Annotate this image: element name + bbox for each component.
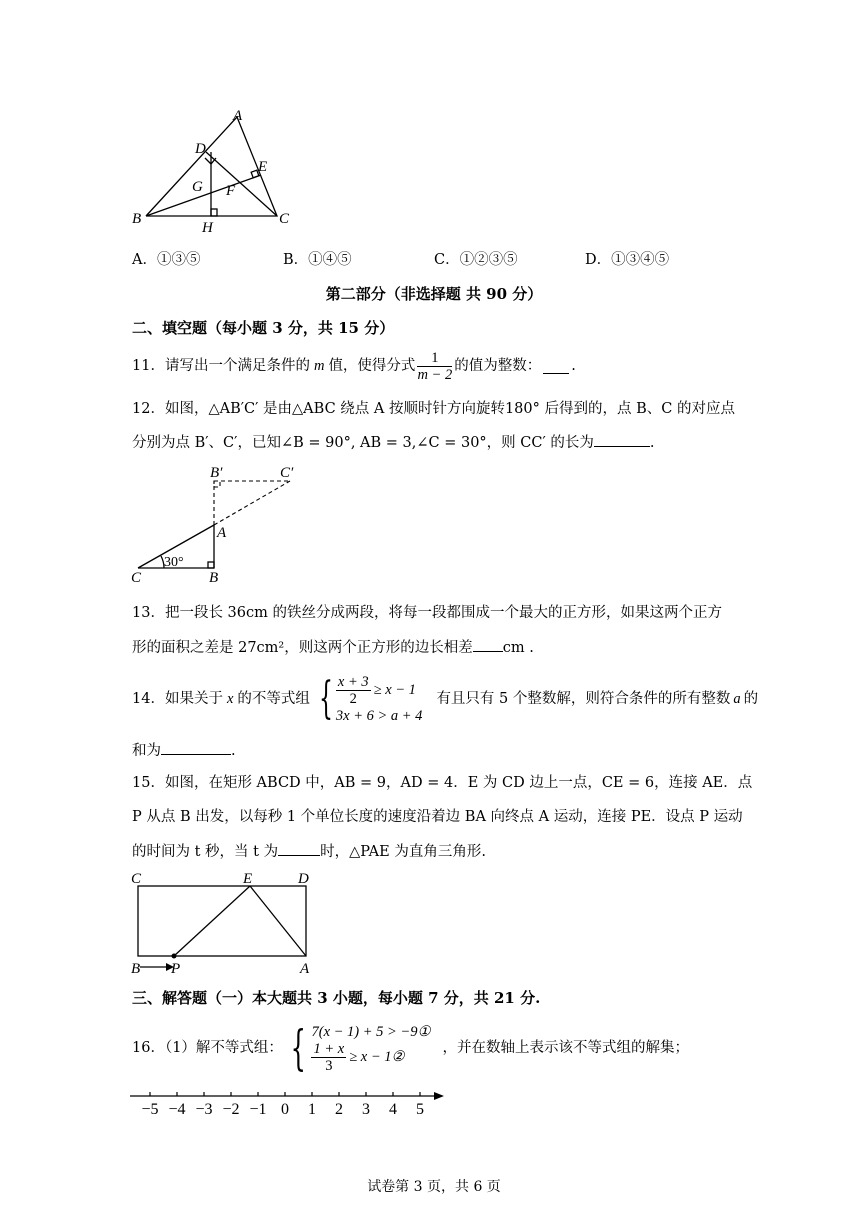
q10-option-d: D．①③④⑤ (585, 252, 670, 268)
label-e: E (258, 159, 268, 175)
number-line-label: −4 (168, 1101, 186, 1118)
figure-q15 (128, 866, 318, 980)
q12-answer-blank[interactable] (594, 432, 650, 447)
section3-title: 三、解答题（一）本大题共 3 小题，每小题 7 分，共 21 分. (132, 989, 541, 1007)
figure-q10 (125, 105, 295, 235)
label-e: E (243, 871, 253, 887)
label-f: F (226, 183, 236, 199)
label-c-prime: C′ (280, 465, 294, 481)
number-line-label: 1 (308, 1101, 316, 1118)
q10-option-a: A．①③⑤ (132, 252, 201, 268)
q16-system: 7(x − 1) + 5 > −9① $\frac{1 + x}{3}$ ≥ x − 1② (311, 1023, 431, 1074)
page-footer: 试卷第 3 页，共 6 页 (367, 1179, 501, 1195)
q10-option-c: C．①②③⑤ (434, 252, 518, 268)
question-11: 11．请写出一个满足条件的 m 值，使得分式 $\frac{1}{m - 2}$ 的值为整数： . (132, 349, 576, 383)
label-d: D (195, 141, 206, 157)
question-14: 14．如果关于 x 的不等式组 { $\frac{x + 3}{2}$ ≥ x − 1 3x + 6 > a + 4 有且只有 5 个整数解，则符合条件的所有整数 a 的 (132, 673, 759, 724)
label-p: P (171, 961, 181, 977)
label-h: H (202, 220, 213, 235)
number-line-label: 3 (362, 1101, 370, 1118)
label-a: A (233, 108, 243, 124)
number-line-label: −1 (249, 1101, 267, 1118)
question-14-line2: 和为 . (132, 740, 236, 761)
number-line-label: −3 (195, 1101, 213, 1118)
label-b: B (132, 211, 142, 227)
q10-option-b: B．①④⑤ (283, 252, 352, 268)
number-line-label: −5 (141, 1101, 159, 1118)
q14-answer-blank[interactable] (161, 740, 231, 755)
label-c: C (131, 570, 142, 584)
label-b: B (209, 570, 219, 584)
section2-title: 二、填空题（每小题 3 分，共 15 分） (132, 319, 395, 337)
label-d: D (298, 871, 309, 887)
label-b-prime: B′ (210, 465, 223, 481)
question-13-line2: 形的面积之差是 27cm²，则这两个正方形的边长相差 cm . (132, 637, 534, 658)
label-c: C (131, 871, 142, 887)
number-line-label: 2 (335, 1101, 343, 1118)
number-line (128, 1088, 448, 1120)
label-a: A (300, 961, 310, 977)
label-c: C (279, 211, 290, 227)
question-13-line1: 13．把一段长 36cm 的铁丝分成两段，将每一段都围成一个最大的正方形，如果这两个正方 (132, 605, 722, 621)
label-angle: 30° (164, 555, 184, 570)
part2-title: 第二部分（非选择题 共 90 分） (325, 285, 543, 303)
number-line-label: 4 (389, 1101, 397, 1118)
question-12-line2: 分别为点 B′、C′，已知∠B = 90°, AB = 3,∠C = 30°，则 CC′ 的长为 . (132, 432, 654, 453)
q11-fraction: $\frac{1}{m - 2}$ (417, 349, 453, 383)
question-15-line2: P 从点 B 出发，以每秒 1 个单位长度的速度沿着边 BA 向终点 A 运动，连接 PE．设点 P 运动 (132, 809, 743, 825)
number-line-label: 5 (416, 1101, 424, 1118)
label-a: A (217, 525, 227, 541)
number-line-label: −2 (222, 1101, 240, 1118)
q14-system: $\frac{x + 3}{2}$ ≥ x − 1 3x + 6 > a + 4 (335, 673, 423, 724)
q15-answer-blank[interactable] (278, 841, 320, 856)
question-15-line1: 15．如图，在矩形 ABCD 中，AB = 9，AD = 4．E 为 CD 边上一点，CE = 6，连接 AE．点 (132, 775, 753, 791)
q11-answer-blank[interactable] (543, 359, 569, 374)
question-15-line3: 的时间为 t 秒，当 t 为 时，△PAE 为直角三角形. (132, 841, 486, 862)
q13-answer-blank[interactable] (473, 637, 503, 652)
question-12-line1: 12．如图，△AB′C′ 是由△ABC 绕点 A 按顺时针方向旋转180° 后得到的，点 B、C 的对应点 (132, 401, 735, 417)
label-b: B (131, 961, 141, 977)
figure-q12 (128, 462, 303, 584)
question-16: 16．（1）解不等式组： { 7(x − 1) + 5 > −9① $\frac{1 + x}{3}$ ≥ x − 1② ，并在数轴上表示该不等式组的解集； (132, 1020, 689, 1076)
number-line-label: 0 (281, 1101, 289, 1118)
label-g: G (192, 179, 203, 195)
